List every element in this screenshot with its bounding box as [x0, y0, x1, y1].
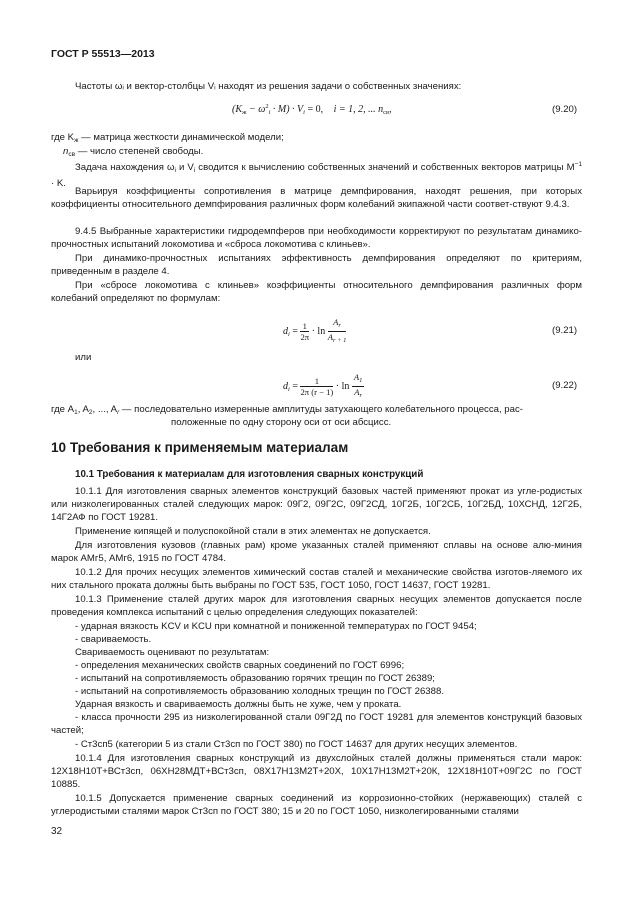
equation-9-22	[283, 372, 364, 401]
eq-921-dot: · ln	[311, 325, 328, 337]
eq-921-fraction-1	[300, 321, 309, 343]
eq-922-eqs: =	[289, 380, 301, 392]
weldability-paragraph: Свариваемость оценивают по результатам:	[75, 647, 270, 658]
eq-920-lhs-4: = 0,	[304, 104, 324, 115]
task-b: и V	[175, 162, 194, 173]
list-item-st3sp5: - Ст3сп5 (категории 5 из стали Ст3сп по ГОСТ 380) по ГОСТ 14637 для других несущих элементов.	[75, 739, 518, 750]
eq-921-f2-den	[328, 332, 347, 346]
list-item-impact: - ударная вязкость KCV и KCU при комнатной и пониженной температурах по ГОСТ 9454;	[75, 621, 477, 632]
list-item-hot-cracks: - испытаний на сопротивляемость образованию горячих трещин по ГОСТ 26389;	[75, 673, 435, 684]
intro-paragraph: Частоты ωᵢ и вектор-столбцы Vᵢ находят из решения задачи о собственных значениях:	[75, 81, 462, 92]
eq-920-range-sub: св	[383, 109, 390, 116]
where-a-b-sub: 2	[88, 409, 93, 416]
list-item-weldability: - свариваемость.	[75, 634, 152, 645]
equation-number-9-22: (9.22)	[552, 380, 578, 391]
eq-922-fraction-2	[352, 372, 365, 401]
eq-920-sub-3: i	[303, 109, 305, 116]
boiling-steel-paragraph: Применение кипящей и полуспокойной стали в этих элементах не допускается.	[75, 526, 431, 537]
equation-number-9-20: (9.20)	[552, 104, 578, 115]
task-d: · K.	[51, 178, 66, 189]
task-c: сводится к вычислению собственных значений и собственных векторов матрицы M	[195, 162, 575, 173]
task-a-sub: i	[174, 167, 176, 174]
eq-921-lhs: d	[283, 325, 288, 337]
eq-921-eqs: =	[289, 325, 301, 337]
paragraph-10-1-4: 10.1.4 Для изготовления сварных конструкций из двухслойных сталей должны применяться стали марок: 12Х18Н10Т+ВСт3сп, 06ХН28МДТ+ВСт3сп, 08Х17Н13М2Т+20Х, 10Х17Н13М2Т+20К, 12Х18Н10Т+09Г2С по ГОСТ 10885.	[51, 753, 582, 790]
paragraph-10-1-1: 10.1.1 Для изготовления сварных элементов конструкций базовых частей применяют прокат из угле-родистых или низколегированных сталей следующих марок: 09Г2, 09Г2С, 09Г2СД, 10Г2Б, 10Г2СБ, 10Г2БД, 10ХСНД, 12Г2Б, 14Г2АФ по ГОСТ 19281.	[51, 486, 582, 523]
eq-922-lhs: d	[283, 380, 288, 392]
eq-920-sup-2: 2	[265, 103, 269, 110]
where-amplitudes-line2: положенные по одну сторону оси от оси абсцисс.	[171, 417, 392, 428]
eq-920-range-end: ,	[389, 104, 392, 115]
impact-weldability-paragraph: Ударная вязкость и свариваемость должны быть не хуже, чем у проката.	[75, 699, 402, 710]
where-nsv-lead: n	[63, 146, 69, 157]
document-header: ГОСТ Р 55513—2013	[51, 48, 155, 60]
task-a: Задача нахождения ω	[75, 162, 175, 173]
equation-number-9-21: (9.21)	[552, 325, 578, 336]
paragraph-10-1-3: 10.1.3 Применение сталей других марок для изготовления сварных несущих элементов допускается после проведения комплекса испытаний с целью определения следующих показателей:	[51, 594, 582, 618]
eq-920-sub-2: i	[268, 109, 271, 116]
section-10-1-heading: 10.1 Требования к материалам для изготовления сварных конструкций	[75, 469, 424, 480]
equation-9-20	[232, 103, 392, 116]
page-number: 32	[51, 826, 63, 837]
or-label: или	[75, 352, 92, 363]
eq-921-f1-den: 2π	[300, 331, 310, 342]
where-kzh-text: — матрица жесткости динамической модели;	[78, 132, 284, 143]
paragraph-10-1-2: 10.1.2 Для прочих несущих элементов химический состав сталей и механические свойства изготов-ляемого их них стального проката должны быть выбраны по ГОСТ 535, ГОСТ 1050, ГОСТ 14637, ГОСТ 19281.	[51, 567, 582, 591]
dynamic-tests-paragraph: При динамико-прочностных испытаниях эффективность демпфирования определяют по критериям, приведенным в разделе 4.	[51, 253, 582, 277]
list-item-cold-cracks: - испытаний на сопротивляемость образованию холодных трещин по ГОСТ 26388.	[75, 686, 444, 697]
eq-922-f2-den-a: A	[354, 387, 360, 397]
eq-922-f2-num-a: A	[353, 372, 360, 382]
eq-922-f2-num	[352, 372, 365, 387]
eq-922-fraction-1	[300, 376, 333, 398]
where-a-a-sub: 1	[74, 409, 78, 416]
section-10-heading: 10 Требования к применяемым материалам	[51, 440, 349, 455]
where-a-d: — последовательно измеренные амплитуды затухающего колебательного процесса, рас-	[119, 404, 523, 415]
eq-921-f2-den-a: A	[327, 332, 333, 342]
where-kzh-lead: где K	[51, 132, 75, 143]
eq-920-range: i = 1, 2, ... n	[333, 104, 384, 115]
eq-921-f2-den-sub: r + 1	[332, 337, 347, 344]
where-a-b: , A	[77, 404, 89, 415]
paragraph-10-1-5: 10.1.5 Допускается применение сварных соединений из коррозионно-стойких (нержавеющих) сталей с углеродистыми сталями марок Ст3сп по ГОСТ 380; 15 и 20 по ГОСТ 1050, низколегированными сталями	[51, 793, 582, 817]
eq-921-f1-num: 1	[300, 321, 309, 332]
eq-921-lhs-sub: i	[288, 330, 290, 338]
list-item-mechanical: - определения механических свойств сварных соединений по ГОСТ 6996;	[75, 660, 405, 671]
eq-920-sub-1: ж	[242, 109, 247, 116]
eq-922-f1-den: 2π (r − 1)	[300, 386, 334, 397]
where-nsv-sub: св	[68, 151, 76, 158]
eq-922-f2-den	[352, 387, 365, 401]
equation-9-21	[283, 317, 346, 346]
eq-922-f2-num-sub: 1	[359, 377, 363, 384]
body-alloys-paragraph: Для изготовления кузовов (главных рам) кроме указанных сталей применяют сплавы на основе алю-миния марок АМг5, АМг6, 1915 по ГОСТ 4784.	[51, 540, 582, 564]
eq-921-f2-num-sub: r	[338, 322, 341, 329]
eq-922-f2-den-sub: r	[359, 392, 363, 399]
vary-paragraph: Варьируя коэффициенты сопротивления в матрице демпфирования, находят решения, при которых коэффициенты относительного демпфирования различных форм колебаний экипажной части соответ-ствуют 9.4.3.	[51, 186, 582, 210]
where-a-a: где A	[51, 404, 75, 415]
task-c-sup: −1	[574, 161, 582, 168]
eq-922-dot: · ln	[335, 380, 352, 392]
eq-922-lhs-sub: i	[288, 385, 290, 393]
eq-920-lhs-1: (K	[232, 104, 242, 115]
where-nsv-text: — число степеней свободы.	[75, 146, 204, 157]
eq-922-f1-num: 1	[300, 376, 333, 387]
drop-paragraph: При «сбросе локомотива с клиньев» коэффициенты относительного демпфирования различных форм колебаний определяют по формулам:	[51, 280, 582, 304]
eq-921-f2-num	[328, 317, 347, 332]
eq-921-f2-num-a: A	[333, 317, 339, 327]
where-a-c: , ..., A	[92, 404, 118, 415]
paragraph-9-4-5: 9.4.5 Выбранные характеристики гидродемпферов при необходимости корректируют по результатам динамико-прочностных испытаний локомотива и «сброса локомотива с клиньев».	[51, 226, 582, 250]
eq-920-lhs-3: · M) · V	[270, 104, 304, 115]
task-b-sub: i	[193, 167, 196, 174]
where-a-c-sub: r	[117, 409, 120, 416]
eq-920-lhs-2: − ω	[246, 104, 266, 115]
list-item-class-295: - класса прочности 295 из низколегированной стали 09Г2Д по ГОСТ 19281 для элементов конструкций базовых частей;	[51, 712, 582, 736]
where-kzh-sub: ж	[74, 137, 79, 144]
eq-921-fraction-2	[328, 317, 347, 346]
